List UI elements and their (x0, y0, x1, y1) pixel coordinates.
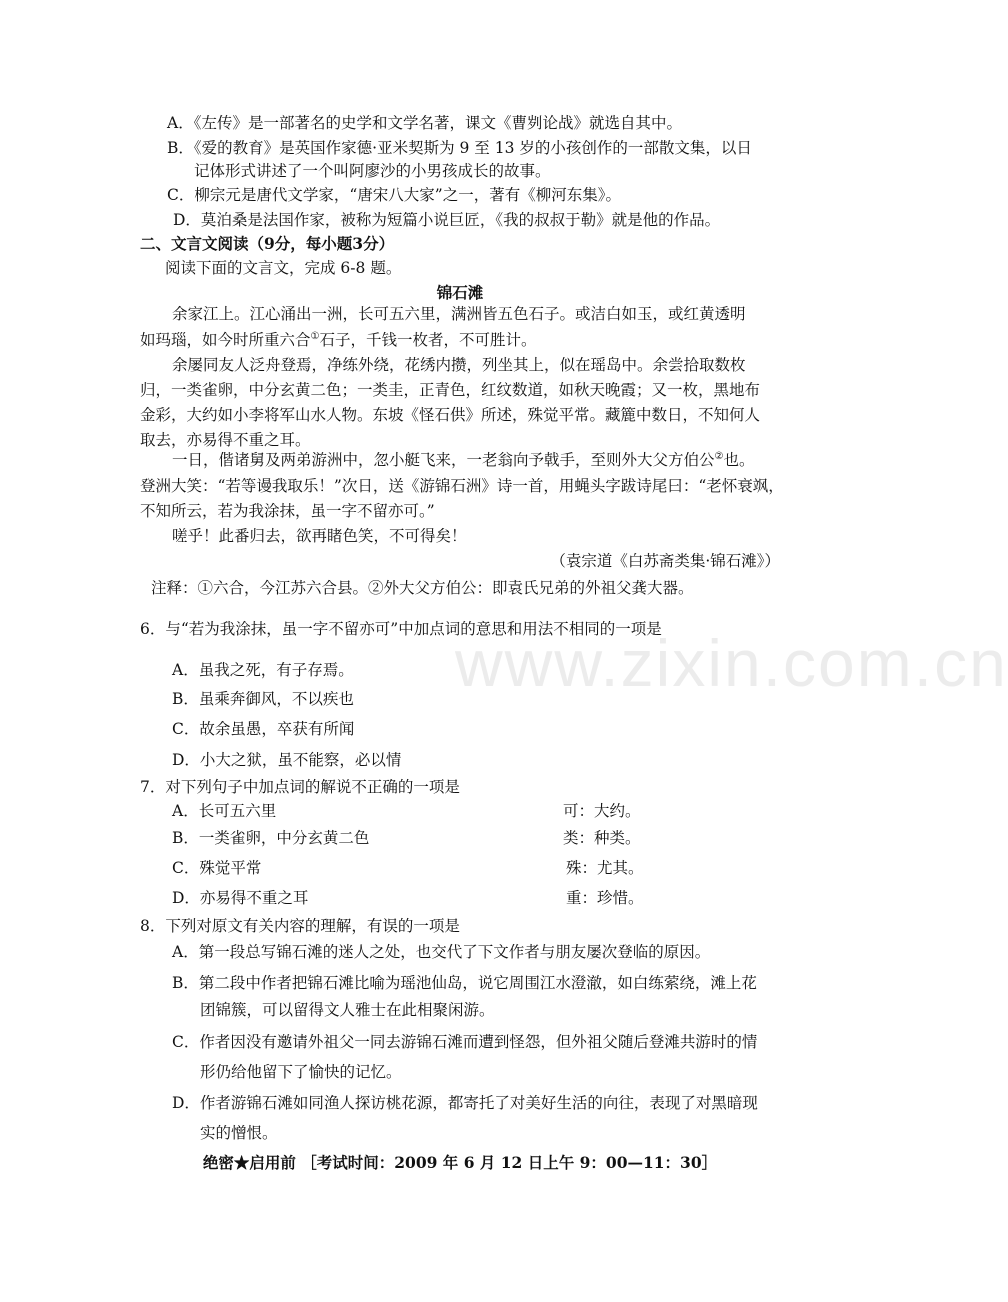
q6-option-b: B．虽乘奔御风，不以疾也 (172, 690, 354, 708)
q7-row-d-right: 重：珍惜。 (566, 889, 644, 907)
q8-stem: 8．下列对原文有关内容的理解，有误的一项是 (140, 917, 460, 935)
q8-option-b-line2: 团锦簇，可以留得文人雅士在此相聚闲游。 (200, 1001, 495, 1019)
q5-option-b: B．《爱的教育》是英国作家德·亚米契斯为 9 至 13 岁的小孩创作的一部散文集，以日 (167, 139, 752, 157)
q8-option-b-line1: B．第二段中作者把锦石滩比喻为瑶池仙岛，说它周围江水澄澈，如白练萦绕，滩上花 (172, 974, 757, 992)
q6-stem: 6．与“若为我涂抹，虽一字不留亦可”中加点词的意思和用法不相同的一项是 (140, 620, 662, 638)
q7-row-a-left: A．长可五六里 (172, 802, 277, 820)
q6-option-d: D．小大之狱，虽不能察，必以情 (172, 751, 402, 769)
q8-option-c-line2: 形仍给他留下了愉快的记忆。 (200, 1063, 402, 1081)
passage-p1-line1: 余家江上。江心涌出一洲，长可五六里，满洲皆五色石子。或洁白如玉，或红黄透明 (172, 305, 746, 323)
q8-option-a: A．第一段总写锦石滩的迷人之处，也交代了下文作者与朋友屡次登临的原因。 (172, 943, 711, 961)
section2-heading: 二、文言文阅读（9分，每小题3分） (140, 234, 395, 253)
q5-option-c: C．柳宗元是唐代文学家，“唐宋八大家”之一，著有《柳河东集》。 (167, 186, 621, 204)
q5-option-d: D．莫泊桑是法国作家，被称为短篇小说巨匠，《我的叔叔于勒》就是他的作品。 (173, 211, 721, 229)
q7-row-c-right: 殊：尤其。 (566, 859, 644, 877)
q6-option-c: C．故余虽愚，卒获有所闻 (172, 720, 355, 738)
q5-option-a: A．《左传》是一部著名的史学和文学名著，课文《曹刿论战》就选自其中。 (167, 114, 682, 132)
passage-p1-line2: 如玛瑙，如今时所重六合①石子，千钱一枚者，不可胜计。 (140, 330, 537, 349)
q7-row-d-left: D．亦易得不重之耳 (172, 889, 309, 907)
passage-p3-line1: 一日，偕诸舅及两弟游洲中，忽小艇飞来，一老翁向予戟手，至则外大父方伯公②也。 (172, 450, 755, 469)
note2-marker: ② (714, 450, 724, 462)
watermark: www.zixin.com.cn (455, 626, 1008, 700)
passage-p2-line2: 归，一类雀卵，中分玄黄二色；一类圭，正青色，红纹数道，如秋天晚霞；又一枚，黑地布 (140, 381, 761, 399)
q7-row-c-left: C．殊觉平常 (172, 859, 262, 877)
q8-option-d-line2: 实的憎恨。 (200, 1124, 278, 1142)
q7-stem: 7．对下列句子中加点词的解说不正确的一项是 (140, 778, 460, 796)
passage-source: （袁宗道《白苏斋类集·锦石滩》） (550, 552, 780, 570)
q7-row-a-right: 可：大约。 (563, 802, 641, 820)
q8-option-c-line1: C．作者因没有邀请外祖父一同去游锦石滩而遭到怪怨，但外祖父随后登滩共游时的情 (172, 1033, 758, 1051)
exam-footer: 绝密★启用前 ［考试时间：2009 年 6 月 12 日上午 9：00—11：30］ (202, 1153, 718, 1172)
section2-instruction: 阅读下面的文言文，完成 6-8 题。 (165, 259, 402, 277)
passage-title: 锦石滩 (436, 283, 484, 302)
passage-p4: 嗟乎！此番归去，欲再睹色笑，不可得矣！ (172, 527, 467, 545)
q6-option-a: A．虽我之死，有子存焉。 (172, 661, 354, 679)
passage-p2-line3: 金彩，大约如小李将军山水人物。东坡《怪石供》所述，殊觉平常。藏簏中数日，不知何人 (140, 406, 761, 424)
q5-option-b-cont: 记体形式讲述了一个叫阿廖沙的小男孩成长的故事。 (194, 162, 551, 180)
passage-notes: 注释：①六合，今江苏六合县。②外大父方伯公：即袁氏兄弟的外祖父龚大器。 (151, 579, 694, 597)
passage-p2-line1: 余屡同友人泛舟登焉，净练外绕，花绣内攒，列坐其上，似在瑶岛中。余尝拾取数枚 (172, 356, 746, 374)
q8-option-d-line1: D．作者游锦石滩如同渔人探访桃花源，都寄托了对美好生活的向往，表现了对黑暗现 (172, 1094, 758, 1112)
passage-p3-line3: 不知所云，若为我涂抹，虽一字不留亦可。” (140, 502, 435, 520)
passage-p2-line4: 取去，亦易得不重之耳。 (140, 431, 311, 449)
passage-p3-line2: 登洲大笑：“若等谩我取乐！”次日，送《游锦石洲》诗一首，用蝇头字跋诗尾曰：“老怀衰飒， (140, 477, 784, 495)
q7-row-b-left: B．一类雀卵，中分玄黄二色 (172, 829, 370, 847)
q7-row-b-right: 类：种类。 (563, 829, 641, 847)
note1-marker: ① (310, 330, 320, 342)
